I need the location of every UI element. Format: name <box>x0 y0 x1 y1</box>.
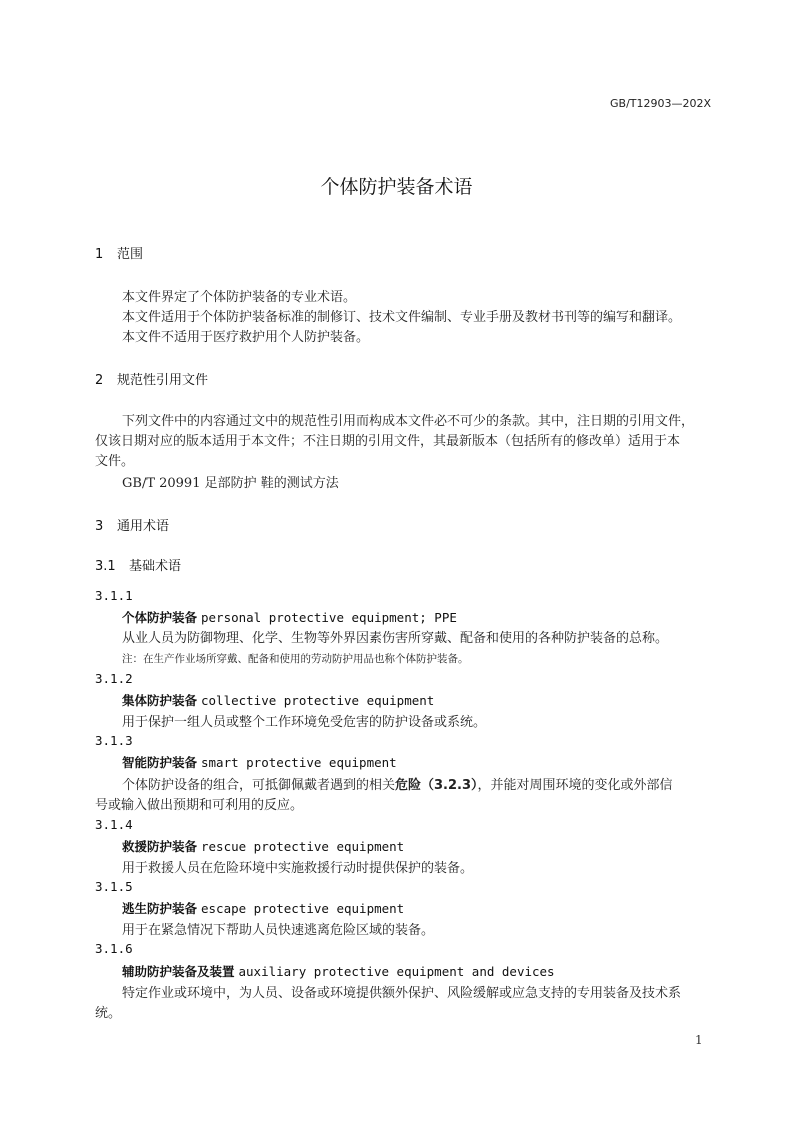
normative-line-3: 文件。 <box>95 454 135 469</box>
term-english: personal protective equipment; PPE <box>201 610 457 625</box>
scope-paragraph-1: 本文件界定了个体防护装备的专业术语。 <box>122 290 357 305</box>
term-number: 3.1.3 <box>95 733 133 748</box>
term-number: 3.1.6 <box>95 941 133 956</box>
term-chinese: 救援防护装备 <box>122 839 198 854</box>
term-heading <box>122 899 404 917</box>
term-heading <box>122 837 404 855</box>
term-chinese: 个体防护装备 <box>122 610 198 625</box>
page-number: 1 <box>695 1033 703 1047</box>
section-3-heading <box>95 515 169 534</box>
term-definition: 用于在紧急情况下帮助人员快速逃离危险区域的装备。 <box>122 923 435 938</box>
term-definition: 用于保护一组人员或整个工作环境免受危害的防护设备或系统。 <box>122 715 487 730</box>
term-number: 3.1.1 <box>95 588 133 603</box>
term-heading <box>122 608 457 626</box>
normative-reference: GB/T 20991 足部防护 鞋的测试方法 <box>122 476 339 491</box>
term-definition: 从业人员为防御物理、化学、生物等外界因素伤害所穿戴、配备和使用的各种防护装备的总称。 <box>122 631 669 646</box>
term-number: 3.1.2 <box>95 671 133 686</box>
normative-line-1: 下列文件中的内容通过文中的规范性引用而构成本文件必不可少的条款。其中，注日期的引用文件， <box>122 414 695 429</box>
term-chinese: 集体防护装备 <box>122 693 198 708</box>
section-number: 3 <box>95 519 104 534</box>
standard-number: GB/T12903—202X <box>610 97 712 110</box>
section-number: 1 <box>95 247 104 262</box>
section-3-1-heading <box>95 555 181 574</box>
definition-text: ，并能对周围环境的变化或外部信 <box>477 778 673 793</box>
term-english: auxiliary protective equipment and devices <box>238 964 555 979</box>
section-title: 基础术语 <box>129 559 182 574</box>
term-definition: 用于救援人员在危险环境中实施救援行动时提供保护的装备。 <box>122 861 474 876</box>
section-title: 范围 <box>117 247 144 262</box>
section-2-heading <box>95 369 208 388</box>
section-1-heading <box>95 243 143 262</box>
term-chinese: 逃生防护装备 <box>122 901 198 916</box>
term-definition-continued: 号或输入做出预期和可利用的反应。 <box>95 798 304 813</box>
definition-text: 个体防护设备的组合，可抵御佩戴者遇到的相关 <box>122 778 396 793</box>
document-title: 个体防护装备术语 <box>320 176 473 198</box>
term-heading <box>122 691 434 709</box>
term-english: escape protective equipment <box>201 901 405 916</box>
section-number: 3.1 <box>95 559 116 574</box>
term-english: rescue protective equipment <box>201 839 405 854</box>
term-english: smart protective equipment <box>201 755 397 770</box>
term-heading <box>122 962 555 980</box>
term-english: collective protective equipment <box>201 693 435 708</box>
term-definition <box>122 774 673 793</box>
section-title: 规范性引用文件 <box>117 373 209 388</box>
term-heading <box>122 753 397 771</box>
term-chinese: 智能防护装备 <box>122 755 198 770</box>
cross-reference-link[interactable]: 危险（3.2.3） <box>395 778 478 793</box>
section-number: 2 <box>95 373 104 388</box>
normative-line-2: 仅该日期对应的版本适用于本文件；不注日期的引用文件，其最新版本（包括所有的修改单）适用于本 <box>95 434 681 449</box>
scope-paragraph-3: 本文件不适用于医疗救护用个人防护装备。 <box>122 330 370 345</box>
section-title: 通用术语 <box>117 519 170 534</box>
term-chinese: 辅助防护装备及装置 <box>122 964 235 979</box>
term-definition: 特定作业或环境中，为人员、设备或环境提供额外保护、风险缓解或应急支持的专用装备及技术系 <box>122 986 682 1001</box>
term-number: 3.1.4 <box>95 817 133 832</box>
scope-paragraph-2: 本文件适用于个体防护装备标准的制修订、技术文件编制、专业手册及教材书刊等的编写和翻译。 <box>122 310 682 325</box>
term-note: 注：在生产作业场所穿戴、配备和使用的劳动防护用品也称个体防护装备。 <box>122 653 469 665</box>
term-definition-continued: 统。 <box>95 1006 122 1021</box>
term-number: 3.1.5 <box>95 879 133 894</box>
